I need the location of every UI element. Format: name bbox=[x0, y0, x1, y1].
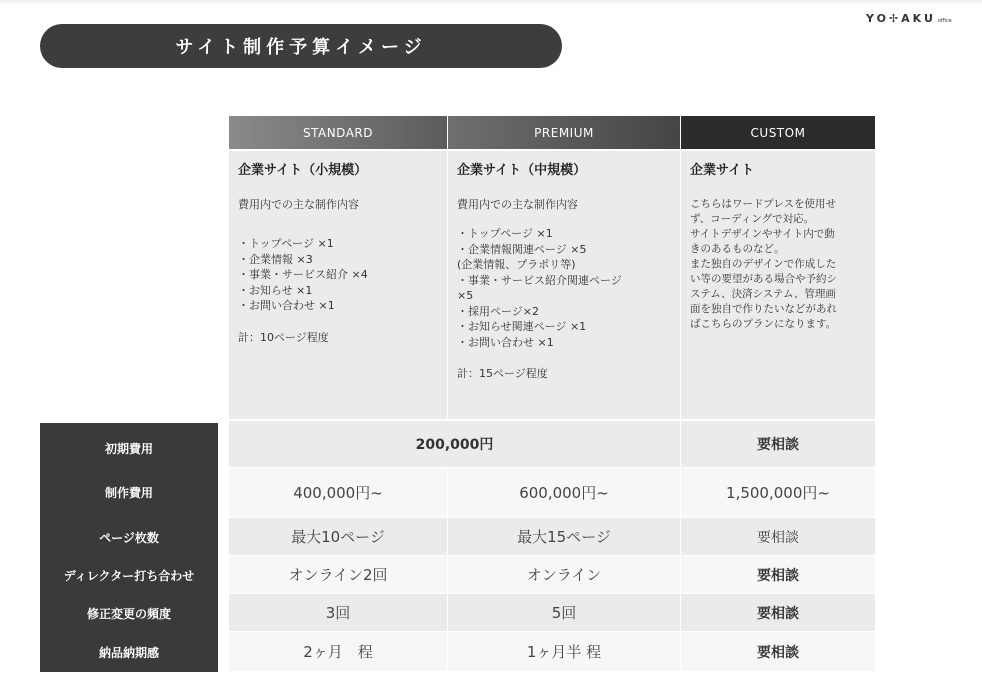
plan-heading: 企業サイト（中規模） bbox=[457, 163, 587, 178]
list-item: ・事業・サービス紹介関連ページ bbox=[457, 273, 622, 287]
plan-header-premium: PREMIUM bbox=[448, 116, 680, 149]
text-line: きのあるものなど。 bbox=[690, 242, 785, 255]
cell-page-count-standard: 最大10ページ bbox=[229, 518, 447, 555]
list-item: ・お知らせ関連ページ ×1 bbox=[457, 320, 587, 333]
plan-items bbox=[238, 236, 438, 314]
logo-main: YO✢AKU bbox=[866, 12, 936, 25]
list-item: ・お問い合わせ ×1 bbox=[457, 335, 554, 349]
list-item: ・お問い合わせ ×1 bbox=[238, 299, 335, 312]
plan-intro: 費用内での主な制作内容 bbox=[238, 197, 359, 211]
row-label-page-count: ページ枚数 bbox=[99, 530, 159, 545]
plan-description-standard bbox=[229, 151, 447, 419]
cell-delivery-premium: 1ヶ月半 程 bbox=[448, 632, 680, 671]
top-strip bbox=[0, 0, 982, 3]
row-label-revision-frequency: 修正変更の頻度 bbox=[86, 606, 171, 621]
cell-meetings-premium: オンライン bbox=[448, 556, 680, 593]
text-line: ばこちらのプランになります。 bbox=[690, 317, 837, 330]
list-item: ・事業・サービス紹介 ×4 bbox=[238, 268, 368, 281]
cell-initial-fee-custom: 要相談 bbox=[681, 421, 875, 467]
list-item: ×5 bbox=[457, 289, 474, 302]
plan-header-standard: STANDARD bbox=[229, 116, 447, 149]
cell-meetings-standard: オンライン2回 bbox=[229, 556, 447, 593]
cell-initial-fee-standard-premium: 200,000円 bbox=[229, 421, 680, 467]
plan-description-premium bbox=[448, 151, 680, 419]
list-item: ・採用ページ×2 bbox=[457, 304, 539, 318]
plan-heading: 企業サイト bbox=[690, 163, 755, 178]
cell-revisions-premium: 5回 bbox=[448, 594, 680, 631]
row-label-delivery-time: 納品納期感 bbox=[98, 645, 159, 660]
plan-heading: 企業サイト（小規模） bbox=[238, 163, 368, 178]
cell-delivery-custom: 要相談 bbox=[681, 632, 875, 671]
cell-meetings-custom: 要相談 bbox=[681, 556, 875, 593]
plan-custom-text bbox=[690, 197, 866, 332]
plan-total: 計：10ページ程度 bbox=[238, 330, 329, 344]
logo-sub: office bbox=[937, 18, 952, 24]
list-item: ・トップページ ×1 bbox=[457, 227, 553, 240]
cell-page-count-premium: 最大15ページ bbox=[448, 518, 680, 555]
text-line: 面を独自で作りたいなどがあれ bbox=[690, 302, 837, 315]
list-item: ・企業情報 ×3 bbox=[238, 252, 313, 266]
plan-items bbox=[457, 226, 671, 350]
cell-delivery-standard: 2ヶ月 程 bbox=[229, 632, 447, 671]
text-line: また独自のデザインで作成した bbox=[690, 257, 837, 270]
list-item: (企業情報、プラポリ等) bbox=[457, 258, 576, 271]
list-item: ・企業情報関連ページ ×5 bbox=[457, 242, 587, 256]
text-line: こちらはワードプレスを使用せ bbox=[690, 197, 836, 210]
cell-revisions-standard: 3回 bbox=[229, 594, 447, 631]
plan-header-custom: CUSTOM bbox=[681, 116, 875, 149]
plan-description-custom bbox=[681, 151, 875, 419]
row-label-initial-fee: 初期費用 bbox=[104, 442, 153, 456]
text-line: い等の要望がある場合や予約シ bbox=[690, 272, 837, 285]
cell-production-fee-premium: 600,000円~ bbox=[448, 468, 680, 517]
list-item: ・お知らせ ×1 bbox=[238, 283, 313, 297]
cell-revisions-custom: 要相談 bbox=[681, 594, 875, 631]
plan-total: 計：15ページ程度 bbox=[457, 367, 548, 380]
row-label-director-meetings: ディレクター打ち合わせ bbox=[63, 568, 195, 583]
text-line: ステム、決済システム、管理画 bbox=[690, 287, 836, 300]
cell-production-fee-custom: 1,500,000円~ bbox=[681, 468, 875, 517]
list-item: ・トップページ ×1 bbox=[238, 237, 334, 250]
cell-page-count-custom: 要相談 bbox=[681, 518, 875, 555]
text-line: サイトデザインやサイト内で動 bbox=[690, 227, 835, 240]
row-label-production-fee: 制作費用 bbox=[104, 486, 153, 500]
plan-intro: 費用内での主な制作内容 bbox=[457, 197, 578, 211]
cell-production-fee-standard: 400,000円~ bbox=[229, 468, 447, 517]
text-line: ず、コーディングで対応。 bbox=[690, 212, 815, 225]
page-title: サイト制作予算イメージ bbox=[40, 24, 562, 68]
brand-logo bbox=[866, 12, 952, 25]
